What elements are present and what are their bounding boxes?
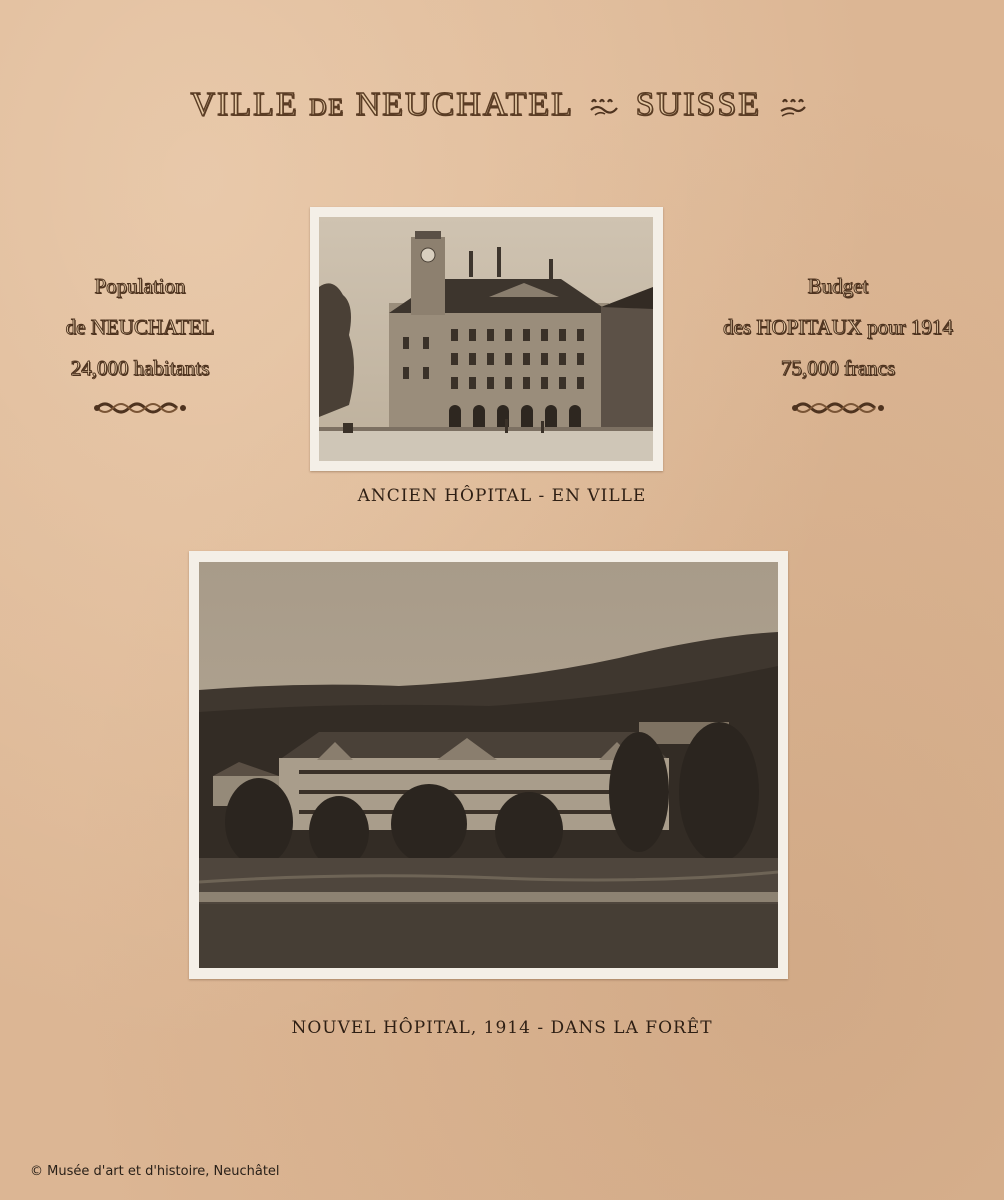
- new-hospital-caption: NOUVEL HÔPITAL, 1914 - DANS LA FORÊT: [291, 1018, 713, 1038]
- title-ville: VILLE: [190, 86, 299, 123]
- budget-block: [706, 266, 970, 417]
- rope-ornament-icon: [791, 399, 885, 417]
- rope-ornament-icon: [93, 399, 187, 417]
- old-hospital-caption: ANCIEN HÔPITAL - EN VILLE: [357, 486, 647, 506]
- copyright-credit: © Musée d'art et d'histoire, Neuchâtel: [30, 1164, 280, 1179]
- budget-subject: des HOPITAUX pour 1914: [723, 315, 953, 339]
- population-block: [10, 266, 270, 417]
- old-hospital-building-image: [319, 217, 653, 461]
- title-neuchatel: NEUCHATEL: [355, 86, 573, 123]
- budget-value: 75,000 francs: [780, 356, 896, 380]
- page-title: [0, 86, 1004, 124]
- title-de: DE: [309, 95, 346, 121]
- new-hospital-forest-image: [199, 562, 778, 968]
- population-value: 24,000 habitants: [70, 356, 210, 380]
- fleuron-ornament-icon: [589, 96, 619, 118]
- population-label: Population: [94, 274, 186, 298]
- title-suisse: SUISSE: [635, 86, 761, 123]
- population-city: de NEUCHATEL: [65, 315, 215, 339]
- budget-label: Budget: [807, 274, 869, 298]
- old-hospital-photo: [310, 207, 663, 471]
- new-hospital-photo: [189, 551, 788, 979]
- fleuron-ornament-icon: [778, 96, 808, 118]
